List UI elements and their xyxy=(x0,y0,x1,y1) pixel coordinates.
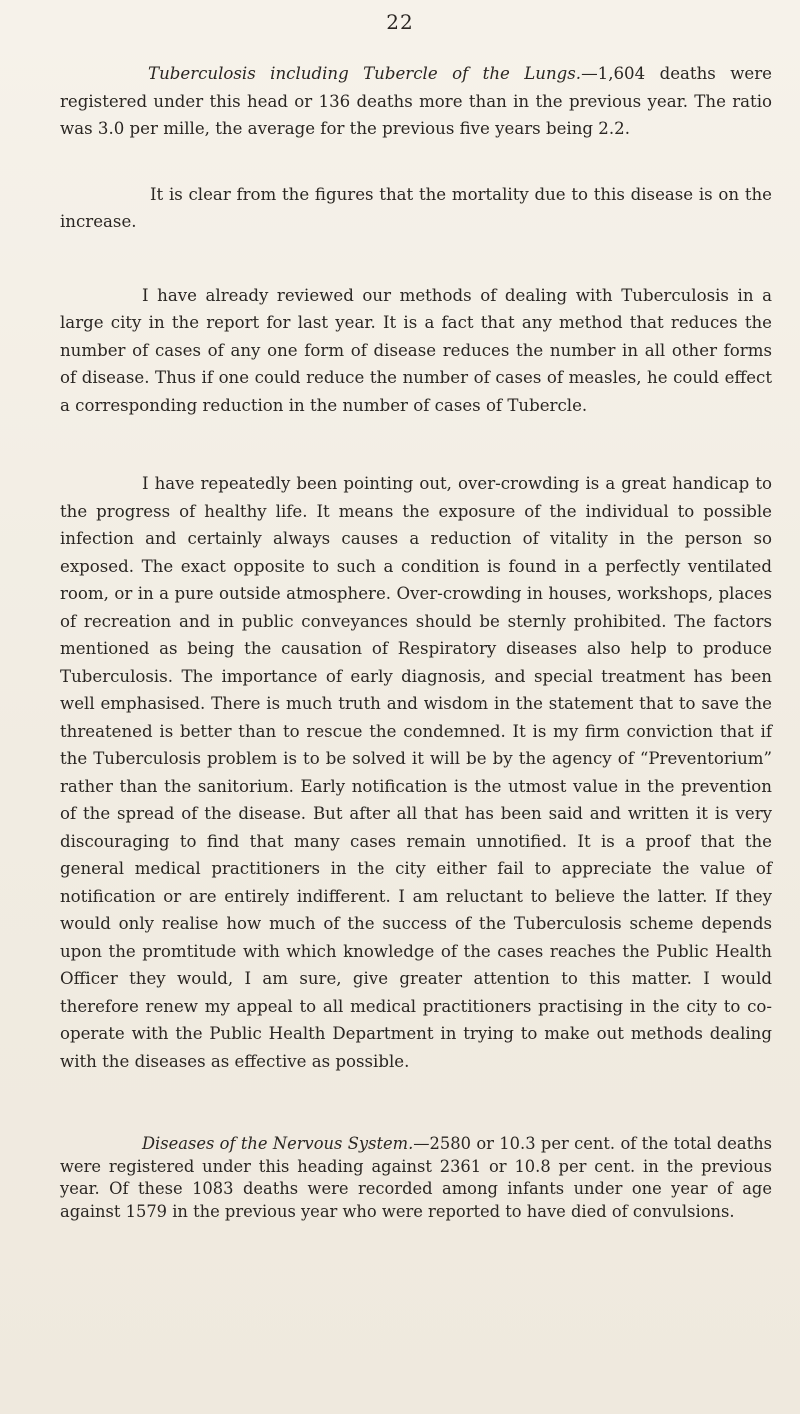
nervous-system-paragraph xyxy=(60,1133,772,1223)
methods-paragraph: I have already reviewed our methods of dealing with Tuberculosis in a large city in the report for last year. It is a fact that any method that reduces the number of cases of any one form of disease reduces the number in all other forms of disease. Thus if one could reduce the number of cases of measles, he could effect a corresponding reduction in the number of cases of Tubercle. xyxy=(60,285,772,415)
increase-paragraph: It is clear from the figures that the mortality due to this disease is on the increase. xyxy=(60,184,772,231)
tuberculosis-paragraph xyxy=(60,60,772,143)
nervous-system-heading: Diseases of the Nervous System. xyxy=(142,1134,414,1153)
tuberculosis-heading: Tuberculosis including Tubercle of the Lungs. xyxy=(148,64,582,83)
overcrowding-paragraph: I have repeatedly been pointing out, over-crowding is a great handicap to the progress of healthy life. It means the exposure of the individual to possible infection and certainly always causes a reduction of vitality in the person so exposed. The exact opposite to such a condition is found in a perfectly ventilated room, or in a pure outside atmosphere. Over-crowding in houses, workshops, places of recreation and in public conveyances should be sternly prohibited. The factors mentioned as being the causation of Respiratory diseases also help to produce Tuberculosis. The importance of early diagnosis, and special treatment has been well emphasised. There is much truth and wisdom in the statement that to save the threatened is better than to rescue the condemned. It is my firm conviction that if the Tuberculosis problem is to be solved it will be by the agency of “Preventorium” rather than the sanitorium. Early notification is the utmost value in the prevention of the spread of the disease. But after all that has been said and written it is very discouraging to find that many cases remain unnotified. It is a proof that the general medical practitioners in the city either fail to appreciate the value of notification or are entirely indifferent. I am reluctant to believe the latter. If they would only realise how much of the success of the Tuberculosis scheme depends upon the promtitude with which knowledge of the cases reaches the Public Health Officer they would, I am sure, give greater attention to this matter. I would therefore renew my appeal to all medical practitioners practising in the city to co-operate with the Public Health Department in trying to make out methods dealing with the diseases as effective as possible. xyxy=(60,474,772,1071)
tuberculosis-text: —1,604 deaths were registered under this head or 136 deaths more than in the previous year. The ratio was 3.0 per mille, the average for the previous five years being 2.2. xyxy=(60,64,772,138)
page-number: 22 xyxy=(386,10,414,34)
report-body xyxy=(60,60,772,1223)
nervous-system-text: —2580 or 10.3 per cent. of the total deaths were registered under this heading against 2361 or 10.8 per cent. in the previous year. Of these 1083 deaths were recorded among infants under one year of age against 1579 in the previous year who were reported to have died of convulsions. xyxy=(60,1134,772,1221)
